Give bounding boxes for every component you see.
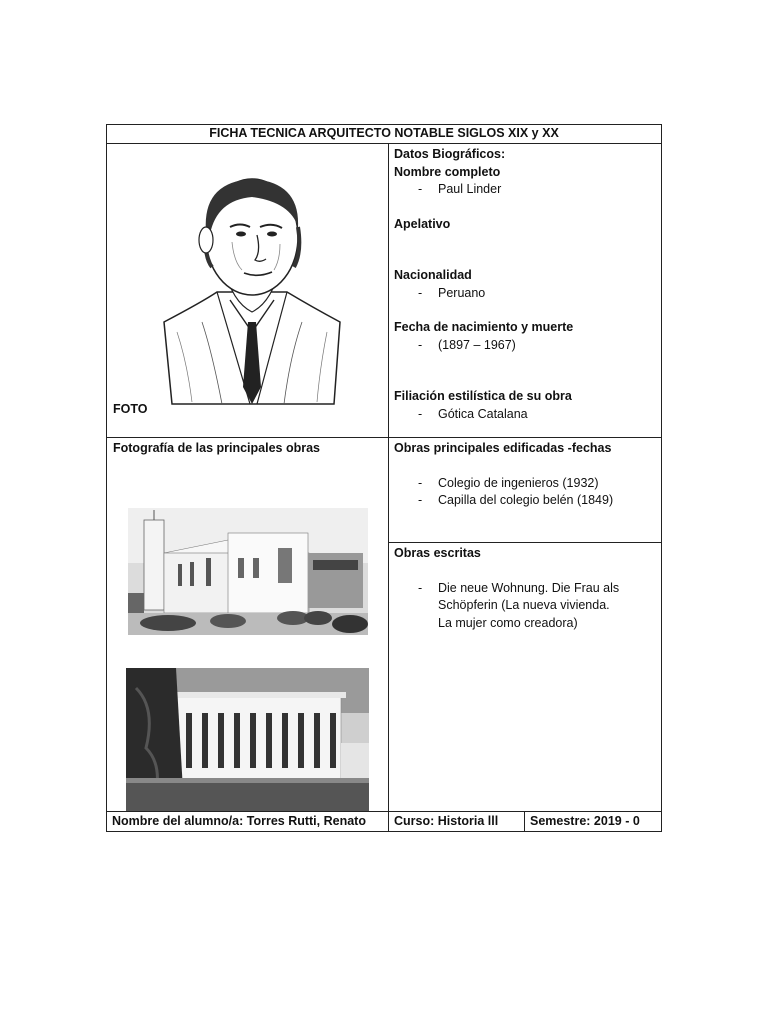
obras-principales-cell — [388, 437, 662, 543]
alumno-cell: Nombre del alumno/a: Torres Rutti, Renato — [106, 811, 389, 832]
bio-heading: Datos Biográficos: — [394, 147, 506, 161]
fecha-label: Fecha de nacimiento y muerte — [394, 320, 574, 334]
obra-principal-item: - Colegio de ingenieros (1932) — [394, 475, 656, 493]
filiacion-label: Filiación estilística de su obra — [394, 389, 572, 403]
bio-cell — [388, 143, 662, 438]
architect-portrait — [162, 172, 342, 407]
obras-escritas-cell — [388, 542, 662, 812]
nombre-label: Nombre completo — [394, 164, 501, 179]
works-photos-cell — [106, 437, 389, 812]
obra-principal-item: - Capilla del colegio belén (1849) — [394, 492, 656, 510]
portrait-cell — [106, 143, 389, 438]
nacionalidad-value: - Peruano — [394, 285, 656, 303]
building-photo-colegio — [128, 508, 368, 635]
obras-principales-heading: Obras principales edificadas -fechas — [394, 441, 612, 455]
nacionalidad-label: Nacionalidad — [394, 268, 472, 282]
fecha-value: - (1897 – 1967) — [394, 337, 656, 355]
curso-cell: Curso: Historia lll — [388, 811, 525, 832]
ficha-title: FICHA TECNICA ARQUITECTO NOTABLE SIGLOS XIX y XX — [106, 124, 662, 144]
obra-escrita-item: - Die neue Wohnung. Die Frau als Schöpferin (La nueva vivienda. La mujer como creadora) — [394, 580, 626, 633]
semestre-cell: Semestre: 2019 - 0 — [524, 811, 662, 832]
foto-label: FOTO — [113, 401, 148, 416]
ficha-tecnica — [106, 124, 662, 832]
building-photo-capilla — [126, 668, 369, 811]
filiacion-value: - Gótica Catalana — [394, 406, 656, 424]
nombre-value: - Paul Linder — [394, 181, 656, 199]
fotos-obras-label: Fotografía de las principales obras — [113, 441, 321, 455]
apelativo-label: Apelativo — [394, 216, 451, 231]
obras-escritas-heading: Obras escritas — [394, 546, 481, 560]
